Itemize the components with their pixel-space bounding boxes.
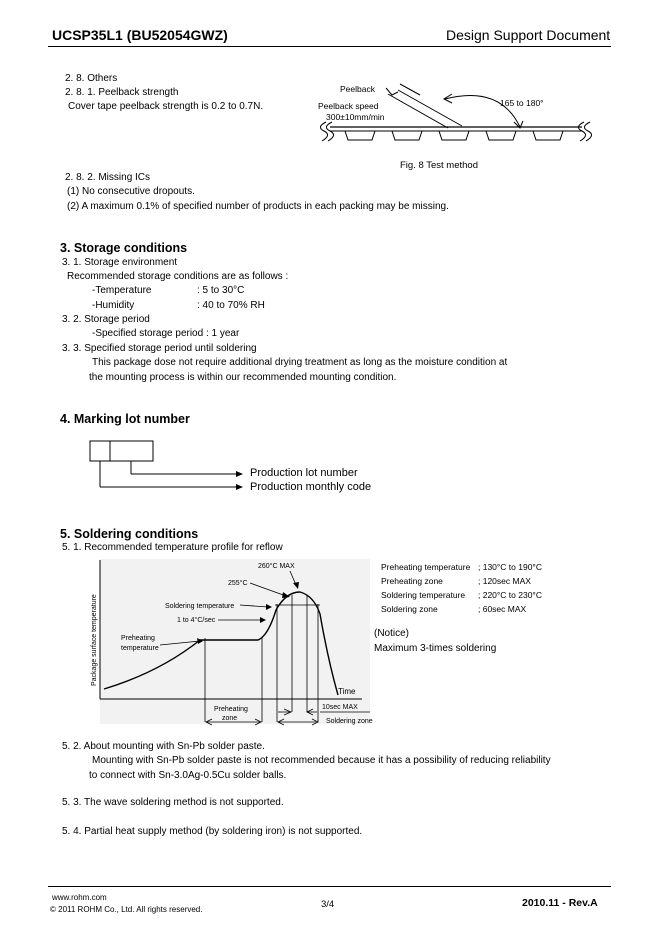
- peak-temp-label: 260°C MAX: [258, 563, 295, 570]
- fig8-speed-label: Peelback speed: [318, 101, 379, 111]
- production-lot-number-label: Production lot number: [250, 467, 358, 479]
- fig8-speed-value: 300±10mm/min: [326, 112, 385, 122]
- ten-sec-label: 10sec MAX: [322, 704, 358, 711]
- fig8-caption: Fig. 8 Test method: [400, 160, 478, 171]
- revision-label: 2010.11 - Rev.A: [522, 897, 598, 909]
- missing-ics-item-2: (2) A maximum 0.1% of specified number of products in each packing may be missing.: [67, 201, 449, 212]
- spec-label: Soldering zone: [381, 604, 438, 614]
- spec-row-preheat-temp: [381, 560, 542, 574]
- page-number: 3/4: [321, 899, 335, 910]
- preheat-temp-label-2: temperature: [121, 645, 159, 652]
- chart-y-axis-label: Package surface temperature: [91, 594, 98, 686]
- spec-value: ; 60sec MAX: [478, 604, 527, 614]
- spec-value: ; 220°C to 230°C: [478, 590, 542, 600]
- missing-ics-item-1: (1) No consecutive dropouts.: [67, 186, 195, 197]
- spec-value: ; 120sec MAX: [478, 576, 531, 586]
- section-3-1-heading: 3. 1. Storage environment: [62, 257, 178, 268]
- section-5-4-text: 5. 4. Partial heat supply method (by soldering iron) is not supported.: [62, 826, 363, 837]
- preheat-temp-label-1: Preheating: [121, 635, 155, 642]
- preheat-zone-label-2: zone: [222, 715, 238, 722]
- document-title: UCSP35L1 (BU52054GWZ): [52, 27, 228, 43]
- temperature-label: -Temperature: [92, 285, 152, 296]
- footer-rule: [48, 886, 611, 887]
- section-5-1-heading: 5. 1. Recommended temperature profile for reflow: [62, 542, 283, 553]
- fig8-angle-label: 165 to 180°: [500, 98, 544, 108]
- temperature-value: : 5 to 30°C: [197, 285, 245, 296]
- spec-label: Soldering temperature: [381, 590, 466, 600]
- peelback-strength-text: Cover tape peelback strength is 0.2 to 0.7N.: [68, 101, 264, 112]
- spec-label: Preheating zone: [381, 576, 443, 586]
- storage-intro-text: Recommended storage conditions are as follows :: [67, 271, 289, 282]
- section-3-2-heading: 3. 2. Storage period: [62, 314, 150, 325]
- section-3-3-heading: 3. 3. Specified storage period until soldering: [62, 343, 257, 354]
- drying-text-line-1: This package dose not require additional drying treatment as long as the moisture condition at: [92, 357, 508, 368]
- humidity-value: : 40 to 70% RH: [197, 300, 265, 311]
- section-2-8-1-heading: 2. 8. 1. Peelback strength: [65, 87, 179, 98]
- soldering-zone-label: Soldering zone: [326, 718, 373, 725]
- spec-row-soldering-temp: [381, 588, 542, 602]
- section-5-2-heading: 5. 2. About mounting with Sn-Pb solder paste.: [62, 741, 265, 752]
- ramp-rate-label: 1 to 4°C/sec: [177, 617, 216, 624]
- section-4-heading: 4. Marking lot number: [60, 412, 190, 426]
- section-5-heading: 5. Soldering conditions: [60, 527, 199, 541]
- storage-period-text: -Specified storage period : 1 year: [92, 328, 240, 339]
- spec-row-soldering-zone: [381, 602, 542, 616]
- soldering-spec-table: [381, 560, 542, 616]
- spec-row-preheat-zone: [381, 574, 542, 588]
- footer-copyright: © 2011 ROHM Co., Ltd. All rights reserved.: [50, 905, 203, 914]
- snpb-text-line-1: Mounting with Sn-Pb solder paste is not recommended because it has a possibility of reducing reliability: [92, 755, 551, 766]
- preheat-zone-label-1: Preheating: [214, 706, 248, 713]
- footer-url[interactable]: www.rohm.com: [52, 893, 107, 902]
- section-2-8-heading: 2. 8. Others: [65, 73, 118, 84]
- section-5-3-text: 5. 3. The wave soldering method is not supported.: [62, 797, 284, 808]
- document-type: Design Support Document: [446, 27, 611, 43]
- spec-value: ; 130°C to 190°C: [478, 562, 542, 572]
- production-monthly-code-label: Production monthly code: [250, 481, 372, 493]
- notice-text: Maximum 3-times soldering: [374, 643, 497, 654]
- chart-x-axis-label: Time: [338, 687, 356, 696]
- section-3-heading: 3. Storage conditions: [60, 241, 188, 255]
- spec-label: Preheating temperature: [381, 562, 471, 572]
- humidity-label: -Humidity: [92, 300, 135, 311]
- drying-text-line-2: the mounting process is within our recommended mounting condition.: [89, 372, 397, 383]
- temp-255-label: 255°C: [228, 580, 248, 587]
- notice-heading: (Notice): [374, 628, 410, 639]
- fig8-peelback-label: Peelback: [340, 84, 375, 94]
- section-2-8-2-heading: 2. 8. 2. Missing ICs: [65, 172, 151, 183]
- snpb-text-line-2: to connect with Sn-3.0Ag-0.5Cu solder balls.: [89, 770, 287, 781]
- soldering-temp-label: Soldering temperature: [165, 603, 235, 610]
